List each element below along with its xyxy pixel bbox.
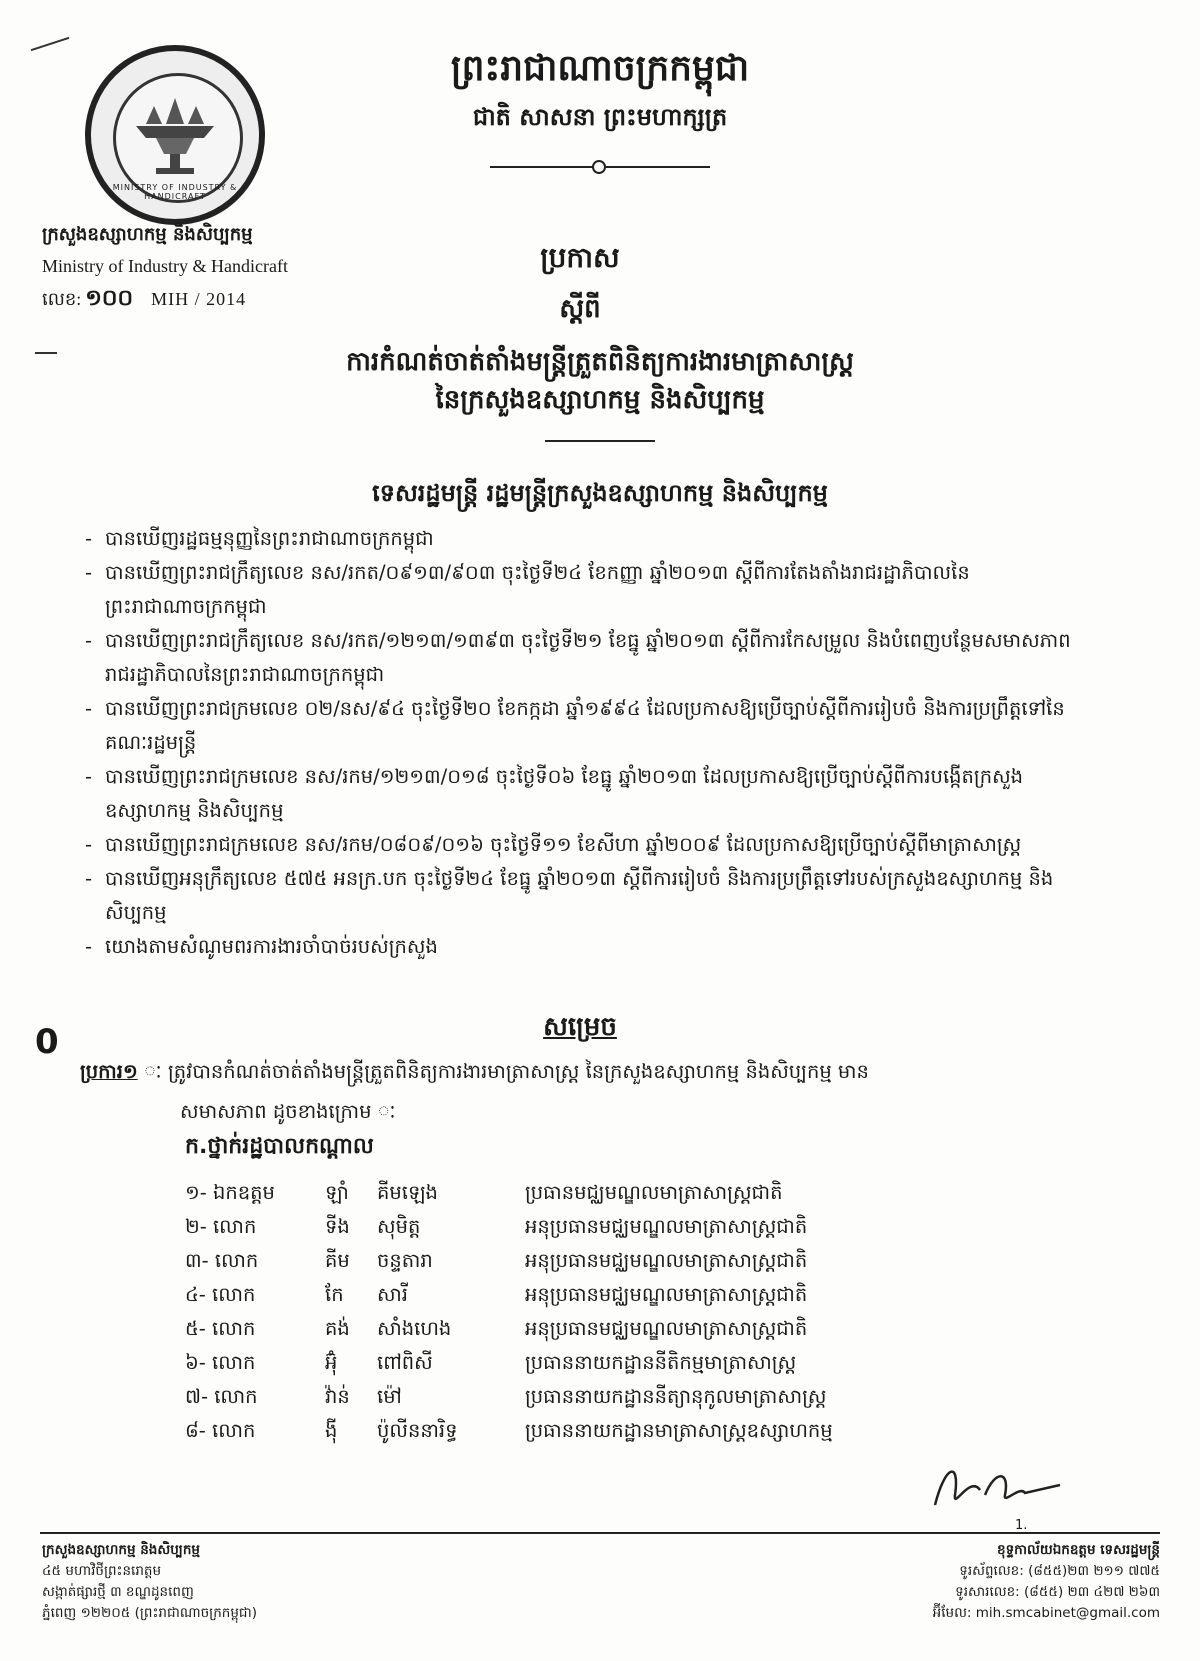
visa-item: - បានឃើញព្រះរាជក្រឹត្យលេខ នស/រកត/០៩១៣/៩០៣ ចុះថ្ងៃទី២៤ ខែកញ្ញា ឆ្នាំ២០១៣ ស្ដីពីការតែងតាំងរាជរដ្ឋាភិបាលនៃព្រះរាជាណាចក្រកម្ពុជា — [85, 561, 970, 618]
visa-item: - បានឃើញអនុក្រឹត្យលេខ ៥៧៥ អនក្រ.បក ចុះថ្ងៃទី២៤ ខែធ្នូ ឆ្នាំ២០១៣ ស្ដីពីការរៀបចំ និងការប្រព្រឹត្តទៅរបស់ក្រសួងឧស្សាហកម្ម និងសិប្បកម្ម — [85, 867, 1054, 924]
ministry-name-en: Ministry of Industry & Handicraft — [42, 256, 288, 276]
decision-heading: សម្រេច — [543, 1012, 617, 1042]
pen-mark — [35, 352, 57, 354]
article-1-label: ប្រការ១ — [80, 1060, 138, 1083]
pen-mark — [31, 37, 70, 51]
visa-item: - បានឃើញព្រះរាជក្រមលេខ នស/រកម/១២១៣/០១៨ ចុះថ្ងៃទី០៦ ខែធ្នូ ឆ្នាំ២០១៣ ដែលប្រកាសឱ្យប្រើច្បាប់ស្ដីពីការបង្កើតក្រសួងឧស្សាហកម្ម និងសិប្បកម្ម — [85, 765, 1024, 822]
minister-title: ទេសរដ្ឋមន្ត្រី រដ្ឋមន្ត្រីក្រសួងឧស្សាហកម្ម និងសិប្បកម្ម — [372, 479, 828, 507]
visa-list — [85, 522, 1085, 964]
initials-signature — [925, 1455, 1065, 1515]
visa-item: - បានឃើញព្រះរាជក្រឹត្យលេខ នស/រកត/១២១៣/១៣៩៣ ចុះថ្ងៃទី២១ ខែធ្នូ ឆ្នាំ២០១៣ ស្ដីពីការកែសម្រួល និងបំពេញបន្ថែមសមាសភាពរាជរដ្ឋាភិបាលនៃព្រះរាជាណាចក្រកម្ពុជា — [85, 629, 1071, 686]
visa-item: - យោងតាមសំណូមពរការងារចាំបាច់របស់ក្រសួង — [85, 935, 438, 958]
ministry-name-kh: ក្រសួងឧស្សាហកម្ម និងសិប្បកម្ម — [42, 224, 253, 245]
kingdom-title: ព្រះរាជាណាចក្រកម្ពុជា — [450, 48, 750, 89]
subject-line-1: ការកំណត់ចាត់តាំងមន្ត្រីត្រួតពិនិត្យការងារមាត្រាសាស្ត្រ — [346, 347, 854, 377]
article-1-text-cont: សមាសភាព ដូចខាងក្រោម ៈ — [180, 1100, 396, 1123]
ornament-dot — [592, 160, 606, 174]
article-1 — [80, 1052, 1070, 1132]
ref-number: ១០០ — [85, 285, 134, 310]
article-1-text: ៈ ត្រូវបានកំណត់ចាត់តាំងមន្ត្រីត្រួតពិនិត្យការងារមាត្រាសាស្ត្រ នៃក្រសួងឧស្សាហកម្ម និងសិប្បកម្ម មាន — [161, 1060, 869, 1083]
ministry-seal — [85, 45, 265, 225]
reference-number — [42, 284, 246, 316]
ref-code: MIH / 2014 — [151, 289, 247, 309]
footer-divider — [40, 1532, 1160, 1534]
page-number: 1. — [1015, 1518, 1028, 1533]
temple-bowl-icon — [116, 76, 234, 194]
ornament-divider — [545, 440, 655, 442]
national-motto: ជាតិ សាសនា ព្រះមហាក្សត្រ — [472, 103, 728, 131]
footer-address: ក្រសួងឧស្សាហកម្ម និងសិប្បកម្ម ៤៥ មហាវិថីព្រះនរោត្តម សង្កាត់ផ្សារថ្មី ៣ ខណ្ឌដូនពេញ ភ្នំពេញ ១២២០៥ (ព្រះរាជាណាចក្រកម្ពុជា) — [42, 1542, 258, 1621]
visa-item: - បានឃើញព្រះរាជក្រមលេខ នស/រកម/០៨០៩/០១៦ ចុះថ្ងៃទី១១ ខែសីហា ឆ្នាំ២០០៩ ដែលប្រកាសឱ្យប្រើច្បាប់ស្ដីពីមាត្រាសាស្ត្រ — [85, 833, 1022, 856]
regarding-label: ស្ដីពី — [559, 294, 601, 324]
section-a-heading: ក.ថ្នាក់រដ្ឋបាលកណ្ដាល — [185, 1134, 374, 1159]
visa-item: - បានឃើញព្រះរាជក្រមលេខ ០២/នស/៩៤ ចុះថ្ងៃទី២០ ខែកក្កដា ឆ្នាំ១៩៩៤ ដែលប្រកាសឱ្យប្រើច្បាប់ស្ដីពីការរៀបចំ និងការប្រព្រឹត្តទៅនៃគណៈរដ្ឋមន្ត្រី — [85, 697, 1065, 754]
subject-line-2: នៃក្រសួងឧស្សាហកម្ម និងសិប្បកម្ម — [435, 385, 765, 415]
visa-item: - បានឃើញរដ្ឋធម្មនុញ្ញនៃព្រះរាជាណាចក្រកម្ពុជា — [85, 527, 434, 550]
seal-text: MINISTRY OF INDUSTRY & HANDICRAFT — [112, 183, 238, 201]
footer-contact: ខុទ្ទកាល័យឯកឧត្តម ទេសរដ្ឋមន្ត្រី ទូរស័ព្ទលេខ: (៨៥៥)២៣ ២១១ ៧៧៥ ទូរសារលេខ: (៨៥៥) ២៣ ៤២៧ ២៦៣ អ៊ីមែល: mih.smcabinet@gmail.com — [932, 1542, 1160, 1621]
ref-prefix: លេខ: — [42, 289, 82, 309]
document-type: ប្រកាស — [540, 241, 620, 274]
margin-mark: 0 — [35, 1022, 59, 1062]
